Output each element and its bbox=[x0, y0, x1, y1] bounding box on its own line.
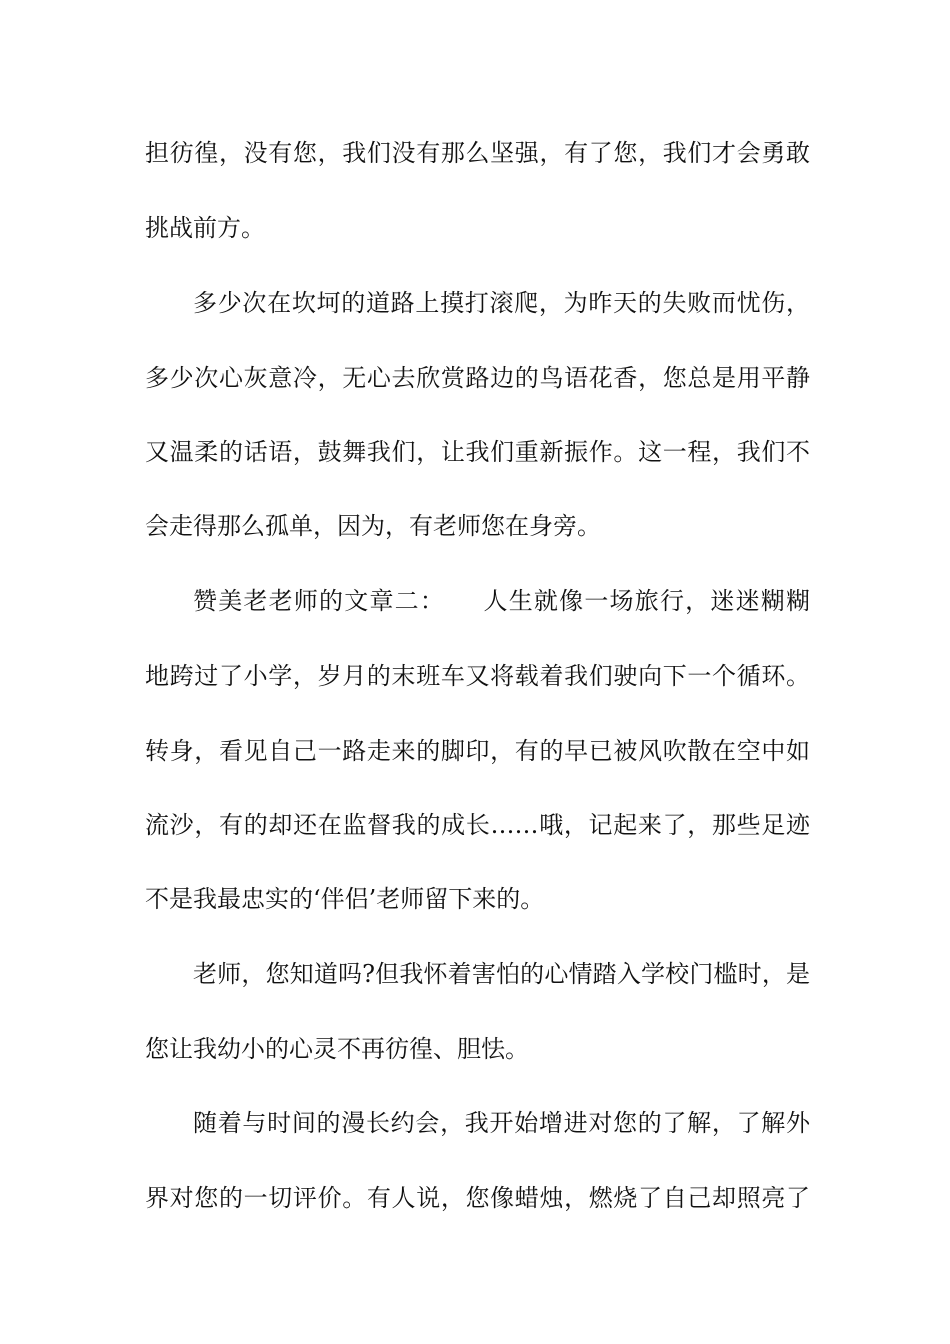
paragraph-first-line: 随着与时间的漫长约会，我开始增进对您的了解，了解外 bbox=[193, 1109, 810, 1137]
text-line: 又温柔的话语，鼓舞我们，让我们重新振作。这一程，我们不 bbox=[145, 438, 810, 466]
paragraph-first-line: 老师，您知道吗?但我怀着害怕的心情踏入学校门槛时，是 bbox=[193, 960, 810, 988]
paragraph-first-line: 赞美老老师的文章二： 人生就像一场旅行，迷迷糊糊 bbox=[193, 587, 810, 615]
paragraph-first-line: 多少次在坎坷的道路上摸打滚爬，为昨天的失败而忧伤， bbox=[193, 289, 810, 317]
text-line: 挑战前方。 bbox=[145, 214, 265, 242]
text-line: 界对您的一切评价。有人说，您像蜡烛，燃烧了自己却照亮了 bbox=[145, 1184, 810, 1212]
text-line: 担彷徨，没有您，我们没有那么坚强，有了您，我们才会勇敢 bbox=[145, 139, 810, 167]
text-line: 不是我最忠实的‘伴侣’老师留下来的。 bbox=[145, 885, 545, 913]
text-line: 多少次心灰意冷，无心去欣赏路边的鸟语花香，您总是用平静 bbox=[145, 364, 810, 392]
text-line: 地跨过了小学，岁月的末班车又将载着我们驶向下一个循环。 bbox=[145, 662, 810, 690]
text-line: 流沙，有的却还在监督我的成长……哦，记起来了，那些足迹 bbox=[145, 811, 810, 839]
text-line: 转身，看见自己一路走来的脚印，有的早已被风吹散在空中如 bbox=[145, 737, 810, 765]
text-line: 您让我幼小的心灵不再彷徨、胆怯。 bbox=[145, 1035, 529, 1063]
text-line: 会走得那么孤单，因为，有老师您在身旁。 bbox=[145, 512, 601, 540]
